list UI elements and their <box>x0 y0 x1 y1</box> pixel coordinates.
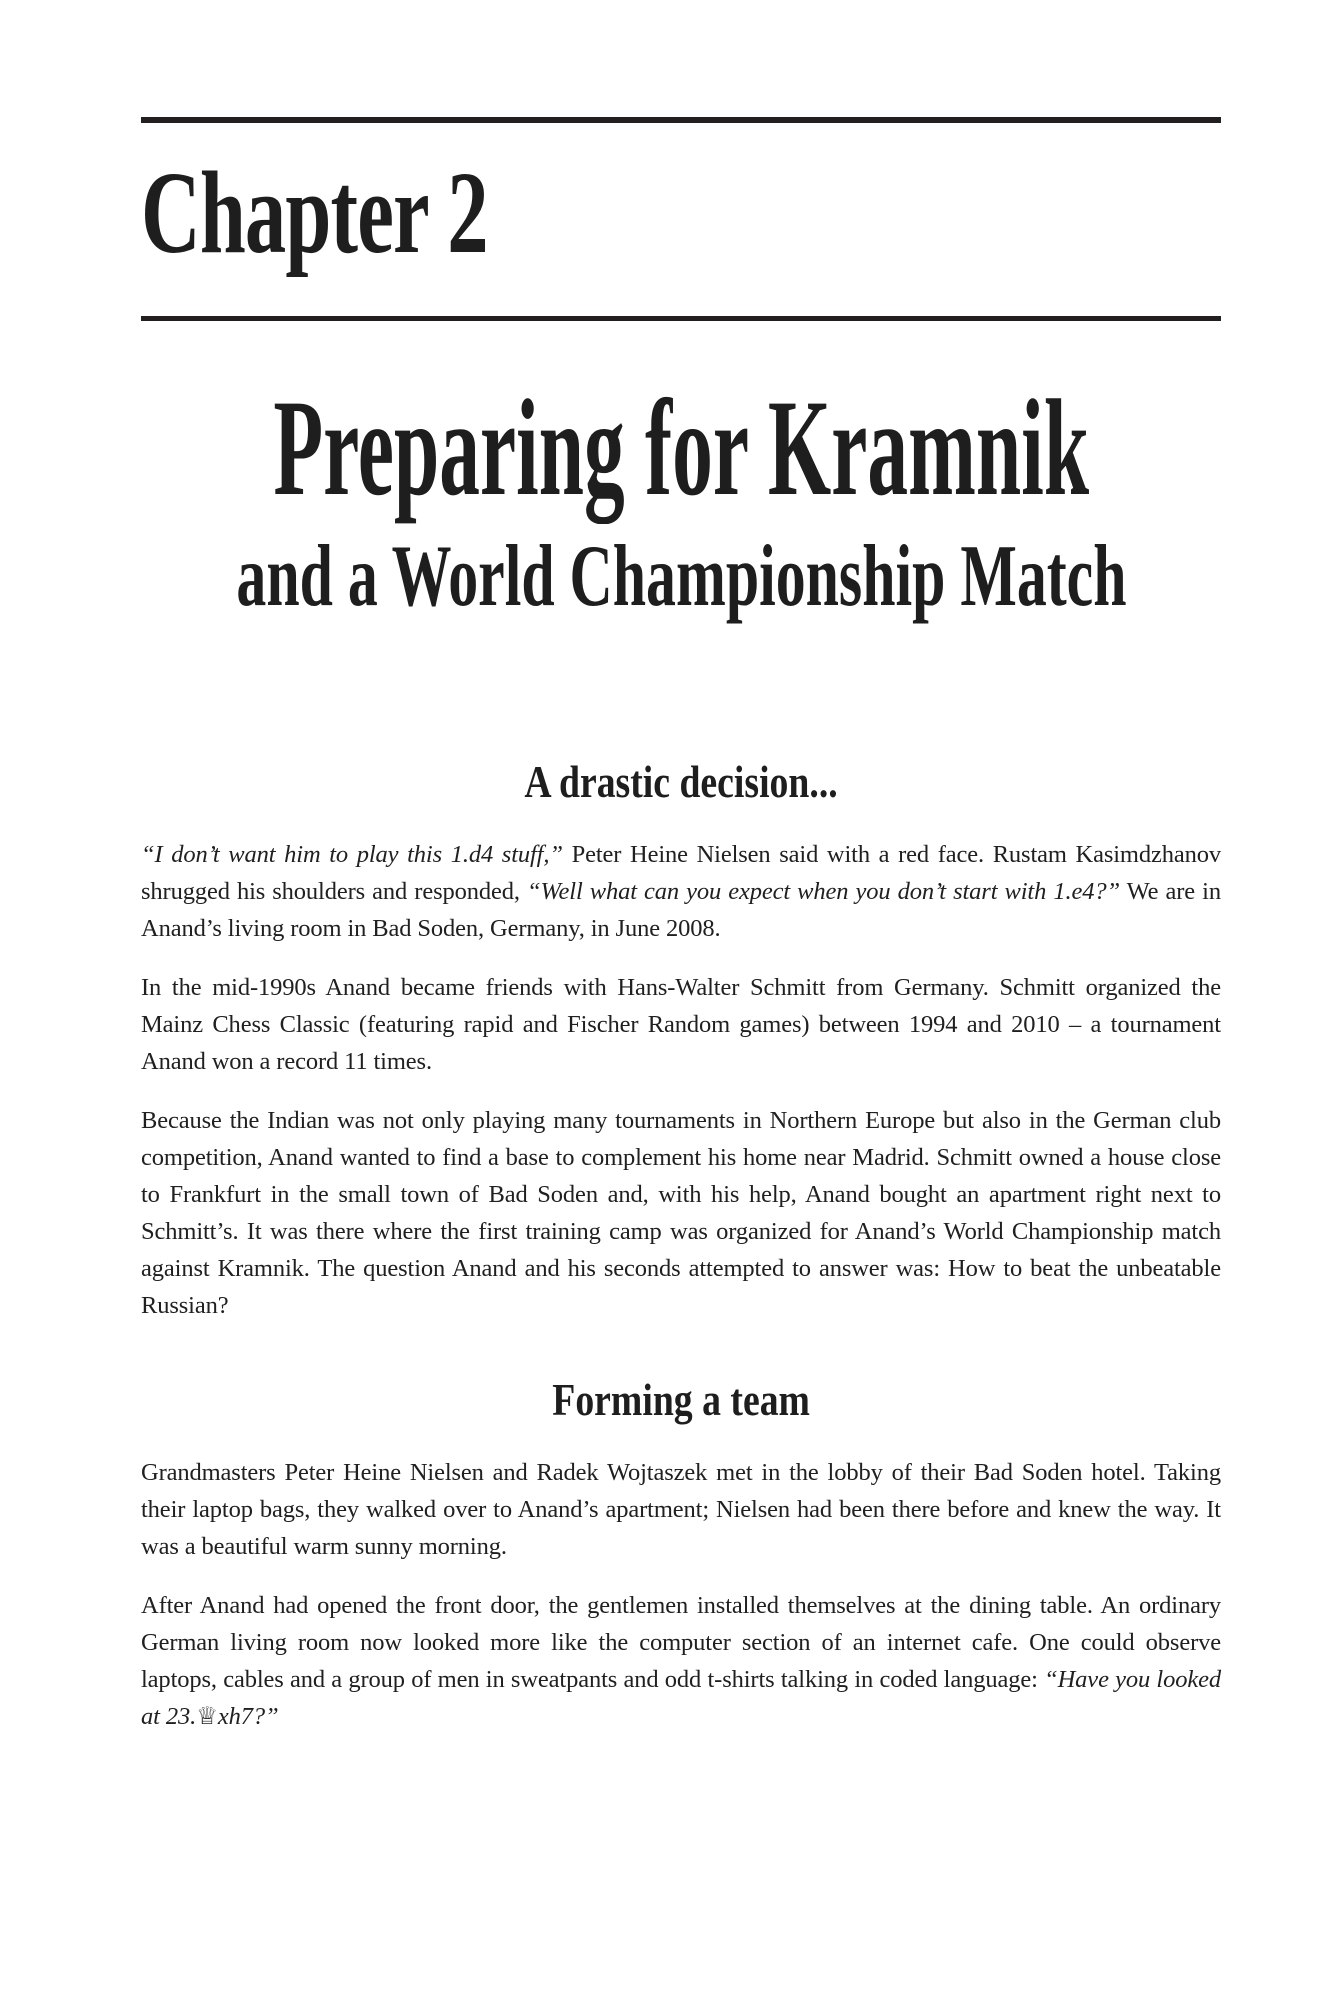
italic-run: “Have you looked at 23.♕xh7?” <box>141 1666 1221 1731</box>
chapter-subtitle: and a World Championship Match <box>235 528 1127 626</box>
chapter-subtitle-line <box>141 529 1221 626</box>
section-heading: Forming a team <box>552 1374 810 1426</box>
paragraph <box>141 836 1221 947</box>
section-paragraphs <box>141 1454 1221 1735</box>
chapter-rule-bottom <box>141 316 1221 321</box>
paragraph <box>141 1587 1221 1735</box>
italic-run: “Well what can you expect when you don’t start with 1.e4?” <box>526 878 1120 906</box>
sections-container <box>141 754 1221 1735</box>
text-run: After Anand had opened the front door, the gentlemen installed themselves at the dining table. An ordinary German living room now looked more like the computer section of an internet cafe. One could observe laptops, cables and a group of men in sweatpants and odd t-shirts talking in coded language: <box>141 1592 1221 1694</box>
chapter-label-line <box>141 135 1221 291</box>
chapter-rule-top <box>141 117 1221 123</box>
text-run: Because the Indian was not only playing many tournaments in Northern Europe but also in the German club competition, Anand wanted to find a base to complement his home near Madrid. Schmitt owned a house close to Frankfurt in the small town of Bad Soden and, with his help, Anand bought an apartment right next to Schmitt’s. It was there where the first training camp was organized for Anand’s World Championship match against Kramnik. The question Anand and his seconds attempted to answer was: How to beat the unbeatable Russian? <box>141 1107 1221 1320</box>
text-run: In the mid-1990s Anand became friends with Hans-Walter Schmitt from Germany. Schmitt organized the Mainz Chess Classic (featuring rapid and Fischer Random games) between 1994 and 2010 – a tournament Anand won a record 11 times. <box>141 974 1221 1076</box>
paragraph <box>141 969 1221 1080</box>
chapter-title: Preparing for Kramnik <box>273 370 1089 524</box>
text-run: We are in Anand’s living room in Bad Soden, Germany, in June 2008. <box>141 878 1221 943</box>
section-paragraphs <box>141 836 1221 1324</box>
page-body <box>141 117 1221 1735</box>
paragraph <box>141 1454 1221 1565</box>
section-heading: A drastic decision... <box>524 756 838 808</box>
section-heading-line <box>141 1372 1221 1427</box>
book-page <box>0 117 1339 2007</box>
section <box>141 1372 1221 1735</box>
chapter-label: Chapter 2 <box>141 147 488 278</box>
chapter-title-line <box>141 371 1221 526</box>
section-heading-line <box>141 754 1221 809</box>
text-run: Peter Heine Nielsen said with a red face. Rustam Kasimdzhanov shrugged his shoulders and responded, <box>141 841 1222 906</box>
text-run: Grandmasters Peter Heine Nielsen and Radek Wojtaszek met in the lobby of their Bad Soden hotel. Taking their laptop bags, they walked over to Anand’s apartment; Nielsen had been there before and knew the way. It was a beautiful warm sunny morning. <box>141 1459 1221 1561</box>
italic-run: “I don’t want him to play this 1.d4 stuff,” <box>141 841 563 869</box>
paragraph <box>141 1102 1221 1324</box>
section <box>141 754 1221 1324</box>
